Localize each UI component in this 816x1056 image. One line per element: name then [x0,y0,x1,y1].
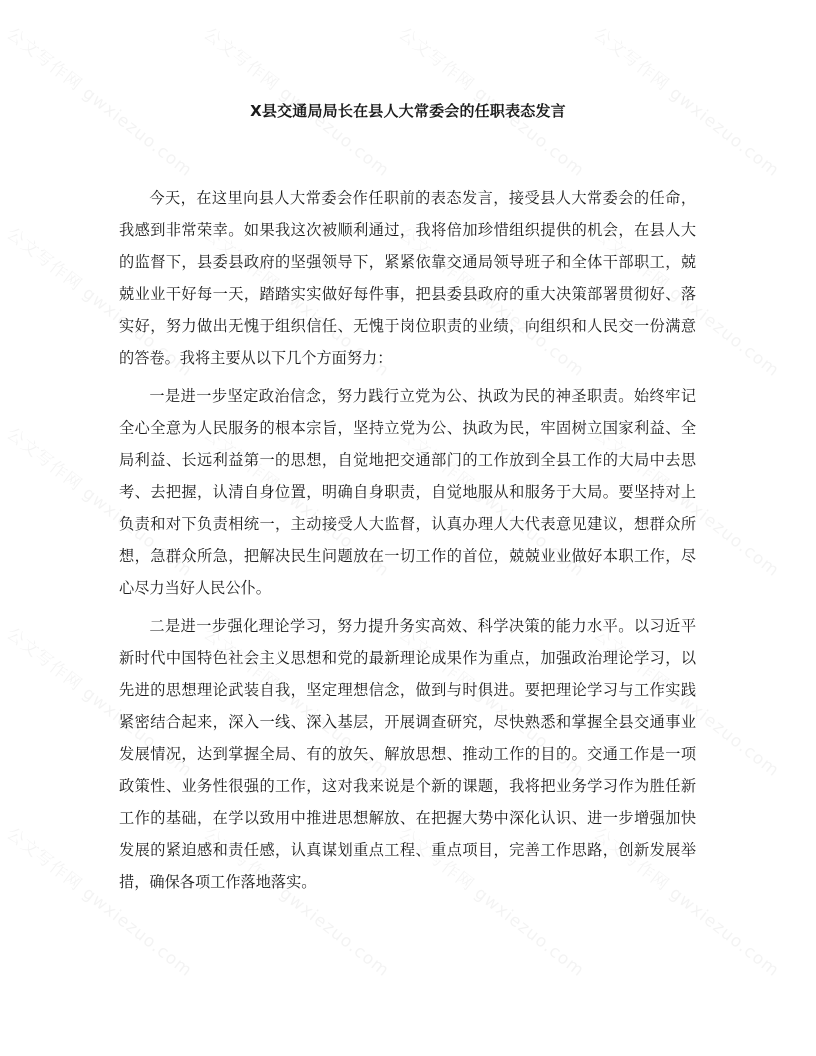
document-title: X县交通局局长在县人大常委会的任职表态发言 [250,102,566,120]
document-body [119,182,696,904]
paragraph-point-one: 一是进一步坚定政治信念，努力践行立党为公、执政为民的神圣职责。始终牢记全心全意为人民服务的根本宗旨，坚持立党为公、执政为民，牢固树立国家利益、全局利益、长远利益第一的思想，自觉地把交通部门的工作放到全县工作的大局中去思考、去把握，认清自身位置，明确自身职责，自觉地服从和服务于大局。要坚持对上负责和对下负责相统一，主动接受人大监督，认真办理人大代表意见建议，想群众所想，急群众所急，把解决民生问题放在一切工作的首位，兢兢业业做好本职工作，尽心尽力当好人民公仆。 [119,387,696,597]
paragraph-intro: 今天，在这里向县人大常委会作任职前的表态发言，接受县人大常委会的任命，我感到非常荣幸。如果我这次被顺利通过，我将倍加珍惜组织提供的机会，在县人大的监督下，县委县政府的坚强领导下，紧紧依靠交通局领导班子和全体干部职工，兢兢业业干好每一天，踏踏实实做好每件事，把县委县政府的重大决策部署贯彻好、落实好，努力做出无愧于组织信任、无愧于岗位职责的业绩，向组织和人民交一份满意的答卷。我将主要从以下几个方面努力： [119,189,696,367]
paragraph-point-two: 二是进一步强化理论学习，努力提升务实高效、科学决策的能力水平。以习近平新时代中国特色社会主义思想和党的最新理论成果作为重点，加强政治理论学习，以先进的思想理论武装自我，坚定理想信念，做到与时俱进。要把理论学习与工作实践紧密结合起来，深入一线、深入基层，开展调查研究，尽快熟悉和掌握全县交通事业发展情况，达到掌握全局、有的放矢、解放思想、推动工作的目的。交通工作是一项政策性、业务性很强的工作，这对我来说是个新的课题，我将把业务学习作为胜任新工作的基础，在学以致用中推进思想解放、在把握大势中深化认识、进一步增强加快发展的紧迫感和责任感，认真谋划重点工程、重点项目，完善工作思路，创新发展举措，确保各项工作落地落实。 [119,617,696,891]
